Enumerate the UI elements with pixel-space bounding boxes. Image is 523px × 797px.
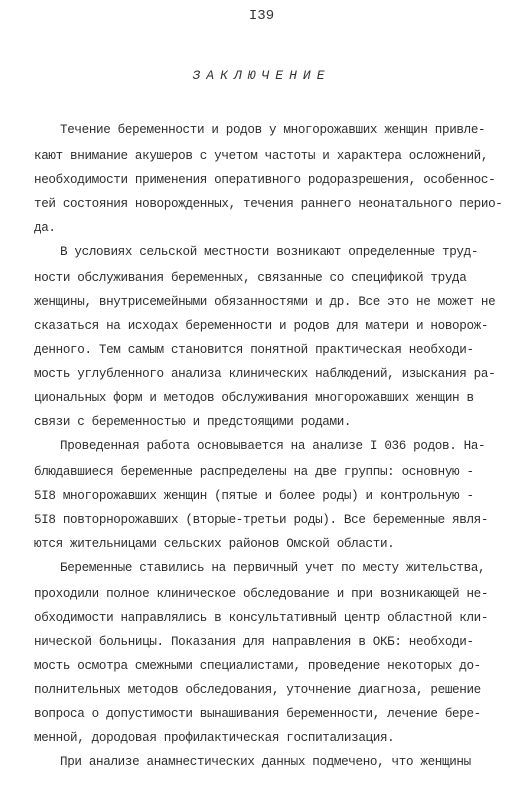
text-line: 5I8 повторнорожавших (вторые-третьи роды). Все беременные явля- xyxy=(34,513,489,527)
text-line: ются жительницами сельских районов Омской области. xyxy=(34,537,395,551)
text-line: Проведенная работа основывается на анализе I 036 родов. На- xyxy=(60,439,486,453)
text-line: да. xyxy=(34,221,56,235)
text-line: связи с беременностью и предстоящими родами. xyxy=(34,415,352,429)
text-line: мость углубленного анализа клинических наблюдений, изыскания ра- xyxy=(34,367,496,381)
text-line: блюдавшиеся беременные распределены на две группы: основную - xyxy=(34,465,474,479)
text-line: обходимости направлялись в консультативный центр областной кли- xyxy=(34,611,489,625)
text-line: проходили полное клиническое обследование и при возникающей не- xyxy=(34,587,489,601)
text-line: Беременные ставились на первичный учет по месту жительства, xyxy=(60,561,486,575)
text-line: При анализе анамнестических данных подмечено, что женщины xyxy=(60,755,471,769)
text-line: Течение беременности и родов у многорожавших женщин привле- xyxy=(60,123,486,137)
text-line: женщины, внутрисемейными обязанностями и др. Все это не может не xyxy=(34,295,496,309)
text-line: вопроса о допустимости вынашивания беременности, лечение бере- xyxy=(34,707,481,721)
section-heading: ЗАКЛЮЧЕНИЕ xyxy=(192,68,331,83)
text-line: В условиях сельской местности возникают определенные труд- xyxy=(60,245,479,259)
text-line: мость осмотра смежными специалистами, проведение некоторых до- xyxy=(34,659,481,673)
text-line: денного. Тем самым становится понятной практическая необходи- xyxy=(34,343,474,357)
text-line: тей состояния новорожденных, течения раннего неонатального перио- xyxy=(34,197,503,211)
text-line: кают внимание акушеров с учетом частоты и характера осложнений, xyxy=(34,149,489,163)
page-number: I39 xyxy=(248,8,275,24)
text-line: 5I8 многорожавших женщин (пятые и более роды) и контрольную - xyxy=(34,489,474,503)
text-line: менной, дородовая профилактическая госпитализация. xyxy=(34,731,395,745)
text-line: циональных форм и методов обслуживания многорожавших женщин в xyxy=(34,391,474,405)
text-line: сказаться на исходах беременности и родов для матери и новорож- xyxy=(34,319,489,333)
text-line: необходимости применения оперативного родоразрешения, особеннос- xyxy=(34,173,496,187)
text-line: полнительных методов обследования, уточнение диагноза, решение xyxy=(34,683,481,697)
text-line: нической больницы. Показания для направления в ОКБ: необходи- xyxy=(34,635,474,649)
text-line: ности обслуживания беременных, связанные со спецификой труда xyxy=(34,271,467,285)
